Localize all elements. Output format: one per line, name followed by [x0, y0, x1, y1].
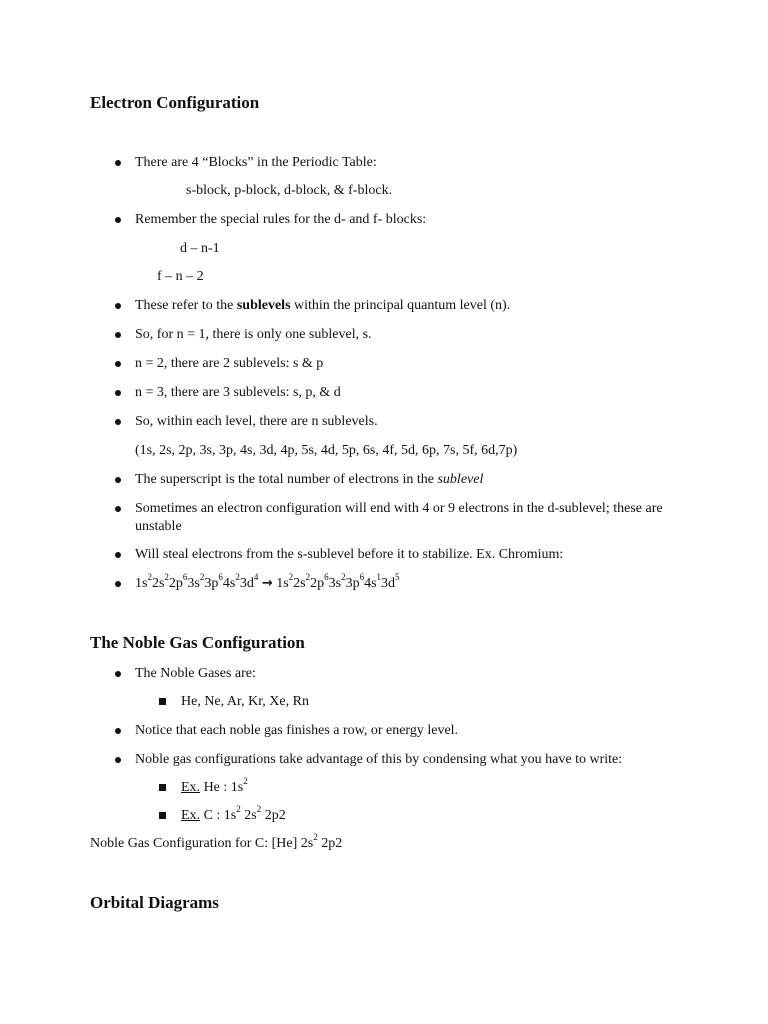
example-he-sup: 2 — [243, 776, 248, 787]
text-blocks-intro: There are 4 “Blocks” in the Periodic Table: — [135, 155, 377, 170]
orbital-term: 4s — [222, 576, 236, 591]
orbital-term: 2s — [293, 576, 306, 591]
orbital-term: 1s — [276, 576, 289, 591]
orbital-electron-count: 2 — [305, 572, 311, 583]
bullet — [115, 160, 121, 166]
summary-post: 2p2 — [317, 836, 343, 851]
bullet — [115, 332, 121, 338]
text-d-rule: d – n-1 — [180, 241, 220, 256]
orbital-electron-count: 2 — [164, 572, 169, 583]
square-bullet — [159, 784, 166, 791]
heading-electron-configuration: Electron Configuration — [90, 93, 260, 112]
text-sublevels-bold: sublevels — [236, 298, 291, 313]
text-special-rules: Remember the special rules for the d- and f- blocks: — [135, 212, 427, 227]
orbital-term: 3s — [187, 576, 200, 591]
square-bullet — [159, 812, 166, 819]
orbital-term: 4s — [364, 576, 377, 591]
arrow-icon: → — [261, 576, 273, 591]
orbital-term: 2p — [168, 576, 183, 591]
orbital-electron-count: 6 — [359, 572, 365, 583]
orbital-electron-count: 2 — [288, 572, 294, 583]
square-bullet — [159, 698, 166, 705]
orbital-electron-count: 2 — [341, 572, 346, 583]
bullet — [115, 506, 121, 512]
orbital-term: 2s — [151, 576, 165, 591]
text-filling-order: (1s, 2s, 2p, 3s, 3p, 4s, 3d, 4p, 5s, 4d, 5p, 6s, 4f, 5d, 6p, 7s, 5f, 6d,7p) — [135, 443, 518, 458]
orbital-electron-count: 1 — [376, 572, 382, 583]
orbital-electron-count: 2 — [147, 572, 152, 583]
example-c-sup1: 2 — [236, 804, 241, 815]
bullet — [115, 390, 121, 396]
orbital-electron-count: 5 — [395, 572, 400, 583]
example-label: Ex. — [181, 780, 201, 795]
text-chromium: Will steal electrons from the s-sublevel before it to stabilize. Ex. Chromium: — [135, 547, 564, 562]
bullet — [115, 728, 121, 734]
orbital-electron-count: 2 — [235, 572, 240, 583]
text-superscript — [135, 471, 483, 489]
text-n3: n = 3, there are 3 sublevels: s, p, & d — [135, 385, 341, 400]
orbital-term: 3s — [328, 576, 342, 591]
heading-orbital-diagrams: Orbital Diagrams — [90, 893, 219, 912]
bullet — [115, 361, 121, 367]
text-condensing: Noble gas configurations take advantage of this by condensing what you have to write: — [135, 752, 623, 767]
text-chromium-config — [135, 572, 400, 593]
text-sublevels — [135, 297, 510, 315]
summary-pre: Noble Gas Configuration for C: [He] 2s — [90, 836, 314, 851]
bullet — [115, 217, 121, 223]
bullet — [115, 477, 121, 483]
text-example-he — [181, 776, 248, 797]
orbital-term: 2p — [310, 576, 325, 591]
summary-sup: 2 — [313, 832, 318, 843]
bullet — [115, 671, 121, 677]
orbital-term: 3p — [345, 576, 360, 591]
text-superscript-pre: The superscript is the total number of electrons in the — [135, 472, 438, 487]
bullet — [115, 419, 121, 425]
text-n-sublevels: So, within each level, there are n sublevels. — [135, 414, 378, 429]
example-label: Ex. — [181, 808, 201, 823]
orbital-term: 3d — [381, 576, 396, 591]
orbital-term: 3d — [239, 576, 254, 591]
orbital-electron-count: 6 — [218, 572, 223, 583]
text-sublevels-post: within the principal quantum level (n). — [290, 298, 511, 313]
orbital-electron-count: 2 — [199, 572, 205, 583]
example-c-mid: 2s — [240, 808, 257, 823]
orbital-electron-count: 6 — [324, 572, 329, 583]
text-row-finish: Notice that each noble gas finishes a row, or energy level. — [135, 723, 459, 738]
text-noble-summary — [90, 832, 343, 853]
config-after — [276, 572, 400, 591]
text-noble-gas-list: He, Ne, Ar, Kr, Xe, Rn — [181, 694, 309, 709]
heading-noble-gas: The Noble Gas Configuration — [90, 633, 305, 652]
text-block-list: s-block, p-block, d-block, & f-block. — [186, 183, 393, 198]
text-sublevels-pre: These refer to the — [135, 298, 237, 313]
bullet — [115, 552, 121, 558]
text-n1: So, for n = 1, there is only one sublevel, s. — [135, 327, 372, 342]
orbital-electron-count: 6 — [182, 572, 188, 583]
bullet — [115, 581, 121, 587]
orbital-term: 3p — [204, 576, 219, 591]
example-c-pre: C : 1s — [200, 808, 237, 823]
example-he-text: He : 1s — [200, 780, 244, 795]
orbital-electron-count: 4 — [253, 572, 259, 583]
orbital-term: 1s — [135, 576, 148, 591]
bullet — [115, 757, 121, 763]
text-n2: n = 2, there are 2 sublevels: s & p — [135, 356, 324, 371]
example-c-sup2: 2 — [256, 804, 262, 815]
text-unstable: Sometimes an electron configuration will end with 4 or 9 electrons in the d-sublevel; these are unstable — [135, 501, 663, 534]
text-superscript-italic: sublevel — [437, 472, 484, 487]
text-noble-gases-are: The Noble Gases are: — [135, 666, 256, 681]
text-example-c — [181, 804, 286, 825]
text-f-rule: f – n – 2 — [157, 269, 204, 284]
example-c-post: 2p2 — [261, 808, 286, 823]
bullet — [115, 303, 121, 309]
config-before — [135, 572, 259, 591]
